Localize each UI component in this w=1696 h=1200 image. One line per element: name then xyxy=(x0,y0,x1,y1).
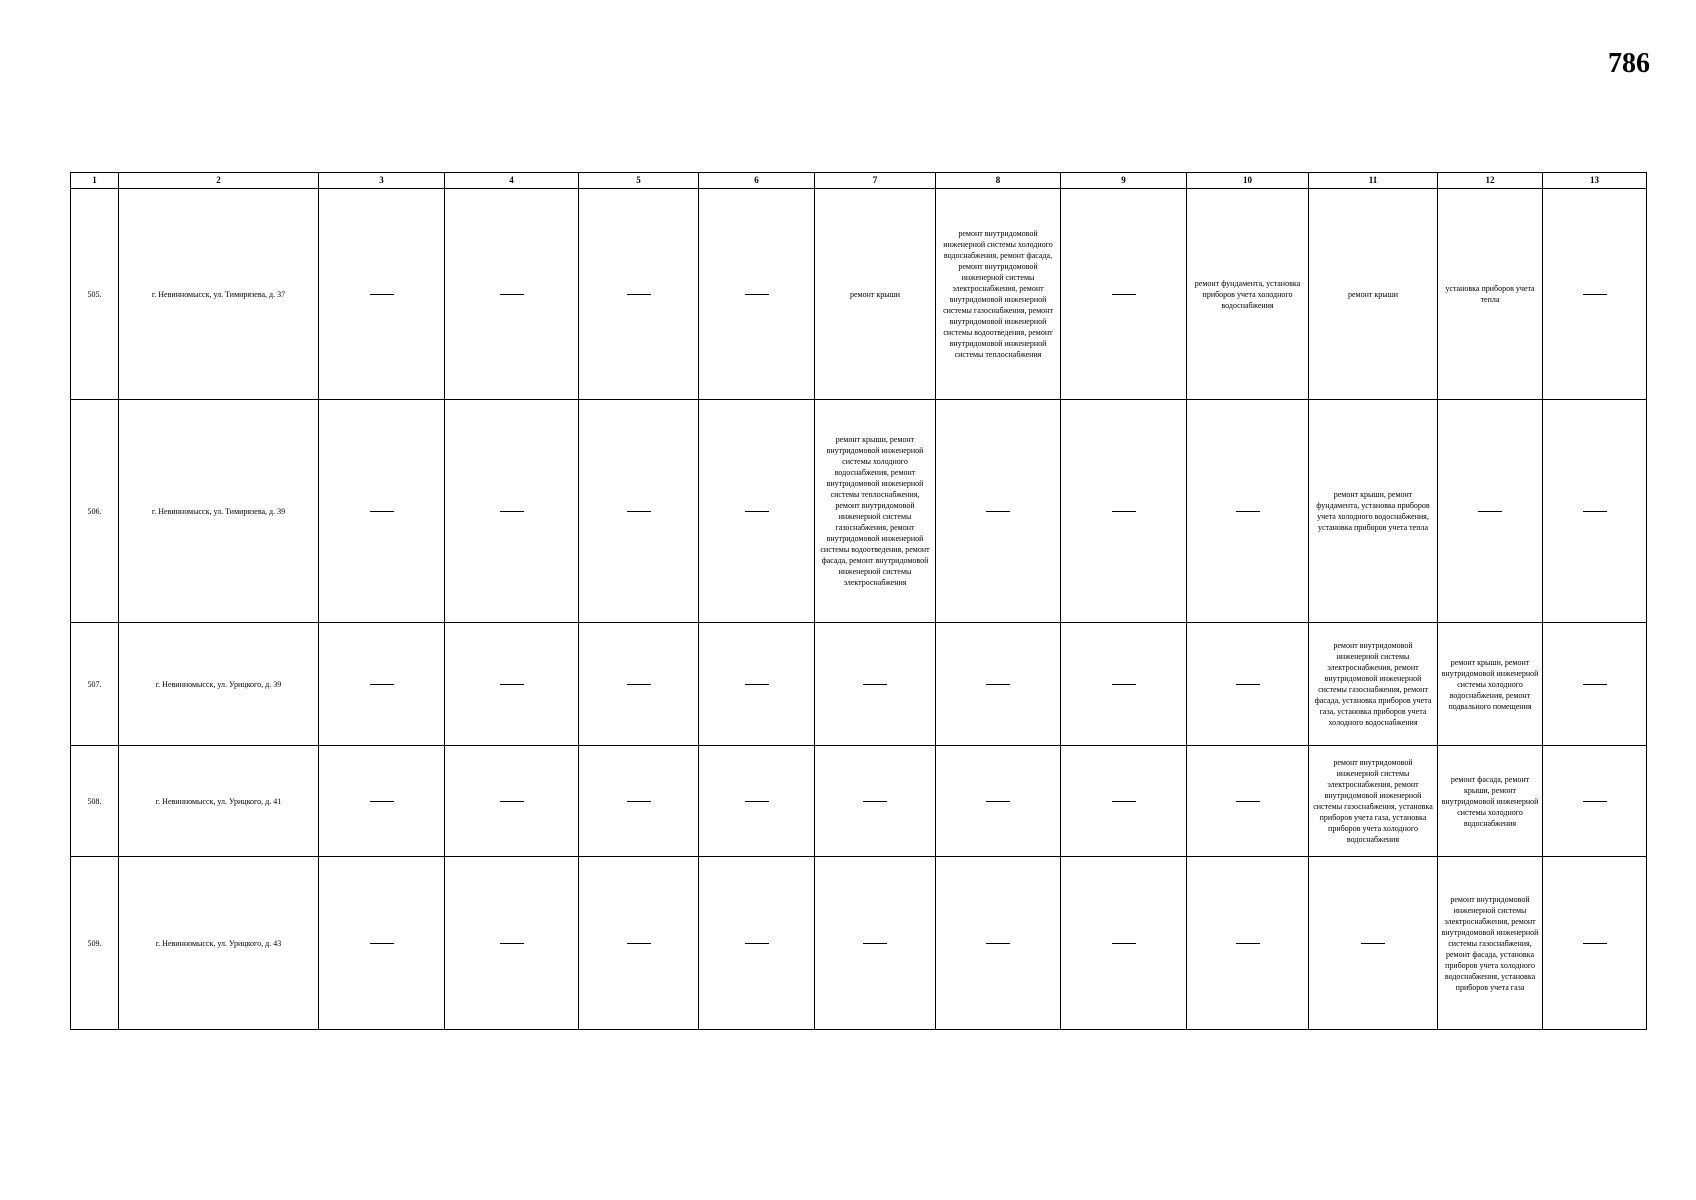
header-cell: 9 xyxy=(1061,173,1187,189)
dash-mark xyxy=(370,511,394,512)
cell-works: ремонт внутридомовой инженерной системы холодного водоснабжения, ремонт фасада, ремонт внутридомовой инженерной системы электроснабжения, ремонт внутридомовой инженерной системы газоснабжения, ремонт внутридомовой инженерной системы водоотведения, ремонт внутридомовой инженерной системы теплоснабжения xyxy=(936,189,1061,400)
cell-empty xyxy=(1543,857,1647,1030)
dash-mark xyxy=(863,943,887,944)
row-number: 505. xyxy=(71,189,119,400)
cell-empty xyxy=(815,623,936,746)
cell-empty xyxy=(579,623,699,746)
cell-empty xyxy=(1187,746,1309,857)
cell-works: ремонт крыши xyxy=(815,189,936,400)
cell-empty xyxy=(445,400,579,623)
dash-mark xyxy=(863,801,887,802)
cell-empty xyxy=(1061,623,1187,746)
cell-empty xyxy=(936,857,1061,1030)
dash-mark xyxy=(986,943,1010,944)
cell-empty xyxy=(579,746,699,857)
header-cell: 11 xyxy=(1309,173,1438,189)
dash-mark xyxy=(1236,801,1260,802)
page-number: 786 xyxy=(1608,48,1650,79)
row-number: 506. xyxy=(71,400,119,623)
cell-empty xyxy=(1187,400,1309,623)
dash-mark xyxy=(986,801,1010,802)
cell-works: ремонт крыши, ремонт фундамента, установка приборов учета холодного водоснабжения, установка приборов учета тепла xyxy=(1309,400,1438,623)
repair-schedule-table xyxy=(70,172,1647,1030)
row-address: г. Невинномысск, ул. Урицкого, д. 39 xyxy=(119,623,319,746)
header-cell: 10 xyxy=(1187,173,1309,189)
cell-empty xyxy=(1061,857,1187,1030)
cell-empty xyxy=(319,857,445,1030)
table-row xyxy=(71,857,1647,1030)
dash-mark xyxy=(370,684,394,685)
dash-mark xyxy=(500,511,524,512)
header-cell: 7 xyxy=(815,173,936,189)
dash-mark xyxy=(745,684,769,685)
header-cell: 4 xyxy=(445,173,579,189)
cell-empty xyxy=(1061,189,1187,400)
dash-mark xyxy=(1583,684,1607,685)
cell-empty xyxy=(1543,189,1647,400)
cell-empty xyxy=(579,189,699,400)
dash-mark xyxy=(500,684,524,685)
cell-works: установка приборов учета тепла xyxy=(1438,189,1543,400)
dash-mark xyxy=(1112,294,1136,295)
dash-mark xyxy=(986,511,1010,512)
dash-mark xyxy=(863,684,887,685)
dash-mark xyxy=(370,801,394,802)
cell-empty xyxy=(815,746,936,857)
cell-empty xyxy=(699,746,815,857)
cell-empty xyxy=(579,400,699,623)
cell-empty xyxy=(936,400,1061,623)
header-cell: 1 xyxy=(71,173,119,189)
cell-empty xyxy=(699,400,815,623)
dash-mark xyxy=(1361,943,1385,944)
dash-mark xyxy=(370,294,394,295)
cell-works: ремонт крыши, ремонт внутридомовой инженерной системы холодного водоснабжения, ремонт внутридомовой инженерной системы теплоснабжения, ремонт внутридомовой инженерной системы газоснабжения, ремонт внутридомовой инженерной системы водоотведения, ремонт фасада, ремонт внутридомовой инженерной системы электроснабжения xyxy=(815,400,936,623)
dash-mark xyxy=(745,943,769,944)
dash-mark xyxy=(1236,684,1260,685)
cell-empty xyxy=(579,857,699,1030)
table-row xyxy=(71,400,1647,623)
dash-mark xyxy=(745,294,769,295)
table-row xyxy=(71,189,1647,400)
cell-empty xyxy=(445,857,579,1030)
dash-mark xyxy=(1112,684,1136,685)
cell-works: ремонт внутридомовой инженерной системы электроснабжения, ремонт внутридомовой инженерной системы газоснабжения, ремонт фасада, установка приборов учета газа, установка приборов учета холодного водоснабжения xyxy=(1309,623,1438,746)
dash-mark xyxy=(627,684,651,685)
dash-mark xyxy=(1236,943,1260,944)
dash-mark xyxy=(500,801,524,802)
cell-empty xyxy=(319,746,445,857)
cell-empty xyxy=(445,746,579,857)
cell-empty xyxy=(699,623,815,746)
header-row xyxy=(71,173,1647,189)
cell-empty xyxy=(1061,746,1187,857)
cell-works: ремонт фундамента, установка приборов учета холодного водоснабжения xyxy=(1187,189,1309,400)
header-cell: 8 xyxy=(936,173,1061,189)
table-row xyxy=(71,746,1647,857)
dash-mark xyxy=(986,684,1010,685)
header-cell: 5 xyxy=(579,173,699,189)
row-number: 508. xyxy=(71,746,119,857)
cell-empty xyxy=(319,400,445,623)
dash-mark xyxy=(627,294,651,295)
row-address: г. Невинномысск, ул. Тимирязева, д. 37 xyxy=(119,189,319,400)
dash-mark xyxy=(745,511,769,512)
cell-works: ремонт фасада, ремонт крыши, ремонт внутридомовой инженерной системы холодного водоснабжения xyxy=(1438,746,1543,857)
row-address: г. Невинномысск, ул. Тимирязева, д. 39 xyxy=(119,400,319,623)
row-address: г. Невинномысск, ул. Урицкого, д. 41 xyxy=(119,746,319,857)
cell-empty xyxy=(1543,746,1647,857)
row-number: 507. xyxy=(71,623,119,746)
cell-empty xyxy=(319,189,445,400)
cell-empty xyxy=(319,623,445,746)
dash-mark xyxy=(500,294,524,295)
cell-empty xyxy=(936,746,1061,857)
cell-works: ремонт внутридомовой инженерной системы электроснабжения, ремонт внутридомовой инженерной системы газоснабжения, ремонт фасада, установка приборов учета холодного водоснабжения, установка приборов учета газа xyxy=(1438,857,1543,1030)
cell-empty xyxy=(1438,400,1543,623)
header-cell: 2 xyxy=(119,173,319,189)
dash-mark xyxy=(627,801,651,802)
cell-empty xyxy=(1309,857,1438,1030)
dash-mark xyxy=(1236,511,1260,512)
cell-works: ремонт внутридомовой инженерной системы электроснабжения, ремонт внутридомовой инженерной системы газоснабжения, установка приборов учета газа, установка приборов учета холодного водоснабжения xyxy=(1309,746,1438,857)
dash-mark xyxy=(1583,943,1607,944)
dash-mark xyxy=(627,943,651,944)
cell-empty xyxy=(1187,857,1309,1030)
cell-empty xyxy=(815,857,936,1030)
dash-mark xyxy=(1583,511,1607,512)
dash-mark xyxy=(370,943,394,944)
dash-mark xyxy=(1112,801,1136,802)
table-row xyxy=(71,623,1647,746)
cell-empty xyxy=(1187,623,1309,746)
header-cell: 12 xyxy=(1438,173,1543,189)
cell-empty xyxy=(699,189,815,400)
dash-mark xyxy=(1478,511,1502,512)
cell-empty xyxy=(699,857,815,1030)
cell-empty xyxy=(936,623,1061,746)
cell-works: ремонт крыши, ремонт внутридомовой инженерной системы холодного водоснабжения, ремонт подвального помещения xyxy=(1438,623,1543,746)
dash-mark xyxy=(627,511,651,512)
dash-mark xyxy=(1112,943,1136,944)
dash-mark xyxy=(1583,801,1607,802)
header-cell: 13 xyxy=(1543,173,1647,189)
row-number: 509. xyxy=(71,857,119,1030)
row-address: г. Невинномысск, ул. Урицкого, д. 43 xyxy=(119,857,319,1030)
header-cell: 3 xyxy=(319,173,445,189)
cell-empty xyxy=(1543,623,1647,746)
dash-mark xyxy=(745,801,769,802)
dash-mark xyxy=(500,943,524,944)
cell-empty xyxy=(1543,400,1647,623)
dash-mark xyxy=(1112,511,1136,512)
cell-works: ремонт крыши xyxy=(1309,189,1438,400)
header-cell: 6 xyxy=(699,173,815,189)
cell-empty xyxy=(445,623,579,746)
cell-empty xyxy=(445,189,579,400)
cell-empty xyxy=(1061,400,1187,623)
dash-mark xyxy=(1583,294,1607,295)
